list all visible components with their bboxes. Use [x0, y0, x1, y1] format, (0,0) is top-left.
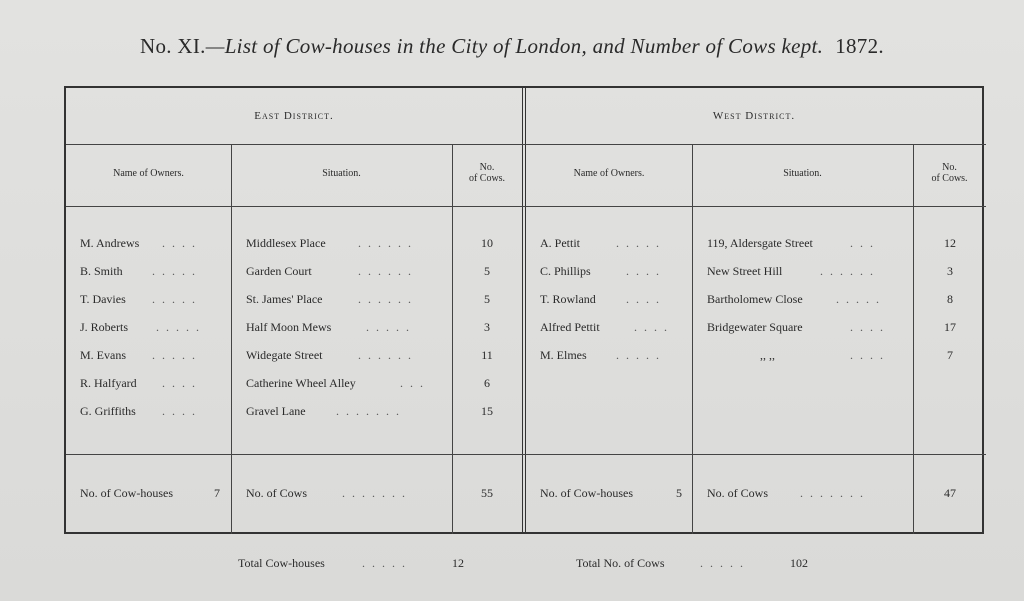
dot-leader: . . . . . . .: [800, 486, 865, 500]
east-owner-2: T. Davies: [80, 292, 126, 306]
rule-under-district: [66, 144, 986, 145]
dot-leader: . . . . .: [152, 348, 197, 362]
east-owner-6: G. Griffiths: [80, 404, 136, 418]
west-cows-1: 3: [947, 264, 953, 278]
east-col-cows: [452, 162, 522, 184]
west-col-cows: [913, 162, 986, 184]
district-divider: [522, 88, 526, 532]
dot-leader: . . . .: [626, 292, 661, 306]
east-cows-3: 3: [484, 320, 490, 334]
east-foot-cows-value: 55: [481, 486, 493, 500]
east-cows-2: 5: [484, 292, 490, 306]
east-foot-houses-value: 7: [214, 486, 220, 500]
west-owner-4: M. Elmes: [540, 348, 587, 362]
west-district-heading: West District.: [712, 110, 796, 122]
east-situation-1: Garden Court: [246, 264, 312, 278]
west-foot-houses-label: No. of Cow-houses: [540, 486, 633, 500]
west-col-owner: Name of Owners.: [573, 168, 645, 179]
dot-leader: . . . . . .: [358, 264, 413, 278]
west-cows-0: 12: [944, 236, 956, 250]
dot-leader: . . . . . .: [820, 264, 875, 278]
west-cows-2: 8: [947, 292, 953, 306]
dot-leader: . . . . .: [616, 348, 661, 362]
east-col-owner: Name of Owners.: [113, 168, 184, 179]
col-rule-east-1: [231, 144, 232, 534]
east-owner-5: R. Halfyard: [80, 376, 137, 390]
west-situation-0: 119, Aldersgate Street: [707, 236, 813, 250]
col-rule-west-2: [913, 144, 914, 534]
dot-leader: . . . . . . .: [342, 486, 407, 500]
east-owner-4: M. Evans: [80, 348, 126, 362]
east-situation-0: Middlesex Place: [246, 236, 326, 250]
west-situation-3: Bridgewater Square: [707, 320, 803, 334]
west-col-situation: Situation.: [783, 168, 822, 179]
dot-leader: . . . .: [850, 348, 885, 362]
east-situation-4: Widegate Street: [246, 348, 323, 362]
dot-leader: . . . .: [634, 320, 669, 334]
east-col-cows-line2: of Cows.: [468, 173, 506, 184]
east-col-cows-line1: No.: [479, 162, 495, 173]
west-cows-3: 17: [944, 320, 956, 334]
west-foot-cows-value: 47: [944, 486, 956, 500]
rule-above-footer: [66, 454, 986, 455]
dot-leader: . . .: [400, 376, 425, 390]
cow-houses-table: [64, 86, 984, 534]
dot-leader: . . . . .: [156, 320, 201, 334]
west-situation-1: New Street Hill: [707, 264, 783, 278]
east-situation-6: Gravel Lane: [246, 404, 306, 418]
dot-leader: . . . .: [162, 404, 197, 418]
col-rule-east-2: [452, 144, 453, 534]
east-situation-5: Catherine Wheel Alley: [246, 376, 356, 390]
east-foot-cows-label: No. of Cows: [246, 486, 308, 500]
dot-leader: . . . . .: [700, 556, 745, 570]
east-cows-5: 6: [484, 376, 490, 390]
east-cows-0: 10: [481, 236, 493, 250]
dot-leader: . . . . . .: [358, 348, 413, 362]
dot-leader: . . . . . .: [358, 292, 413, 306]
dot-leader: . . . . . .: [358, 236, 413, 250]
east-situation-2: St. James' Place: [246, 292, 323, 306]
page-title: [0, 34, 1024, 59]
dot-leader: . . . . .: [362, 556, 407, 570]
dot-leader: . . . . .: [152, 264, 197, 278]
rule-under-headers: [66, 206, 986, 207]
dot-leader: . . . .: [162, 376, 197, 390]
title-text: —List of Cow-houses in the City of London, and Number of Cows kept.: [205, 34, 824, 58]
dot-leader: . . . . .: [616, 236, 661, 250]
total-houses-value: 12: [452, 556, 464, 570]
east-cows-1: 5: [484, 264, 490, 278]
west-col-cows-line1: No.: [942, 162, 957, 173]
east-cows-4: 11: [481, 348, 493, 362]
west-owner-3: Alfred Pettit: [540, 320, 600, 334]
west-foot-cows-label: No. of Cows: [707, 486, 769, 500]
dot-leader: . . . . .: [152, 292, 197, 306]
east-col-situation: Situation.: [322, 168, 361, 179]
west-situation-4: ,, ,,: [760, 348, 775, 362]
title-year: 1872.: [835, 34, 884, 58]
col-rule-west-1: [692, 144, 693, 534]
east-district-heading: East District.: [254, 110, 334, 122]
dot-leader: . . . . .: [836, 292, 881, 306]
west-situation-2: Bartholomew Close: [707, 292, 803, 306]
dot-leader: . . . . .: [366, 320, 411, 334]
west-col-cows-line2: of Cows.: [931, 173, 968, 184]
west-owner-2: T. Rowland: [540, 292, 596, 306]
east-cows-6: 15: [481, 404, 493, 418]
west-owner-0: A. Pettit: [540, 236, 581, 250]
title-number: No. XI.: [140, 34, 206, 58]
east-foot-houses-label: No. of Cow-houses: [80, 486, 173, 500]
dot-leader: . . . . . . .: [336, 404, 401, 418]
dot-leader: . . . .: [850, 320, 885, 334]
west-owner-1: C. Phillips: [540, 264, 591, 278]
east-owner-0: M. Andrews: [80, 236, 140, 250]
total-cows-label: Total No. of Cows: [576, 556, 665, 570]
total-houses-label: Total Cow-houses: [238, 556, 325, 570]
east-owner-3: J. Roberts: [80, 320, 128, 334]
dot-leader: . . . .: [626, 264, 661, 278]
dot-leader: . . .: [850, 236, 875, 250]
west-cows-4: 7: [947, 348, 953, 362]
east-owner-1: B. Smith: [80, 264, 123, 278]
west-foot-houses-value: 5: [676, 486, 682, 500]
east-situation-3: Half Moon Mews: [246, 320, 332, 334]
total-cows-value: 102: [790, 556, 808, 570]
dot-leader: . . . .: [162, 236, 197, 250]
